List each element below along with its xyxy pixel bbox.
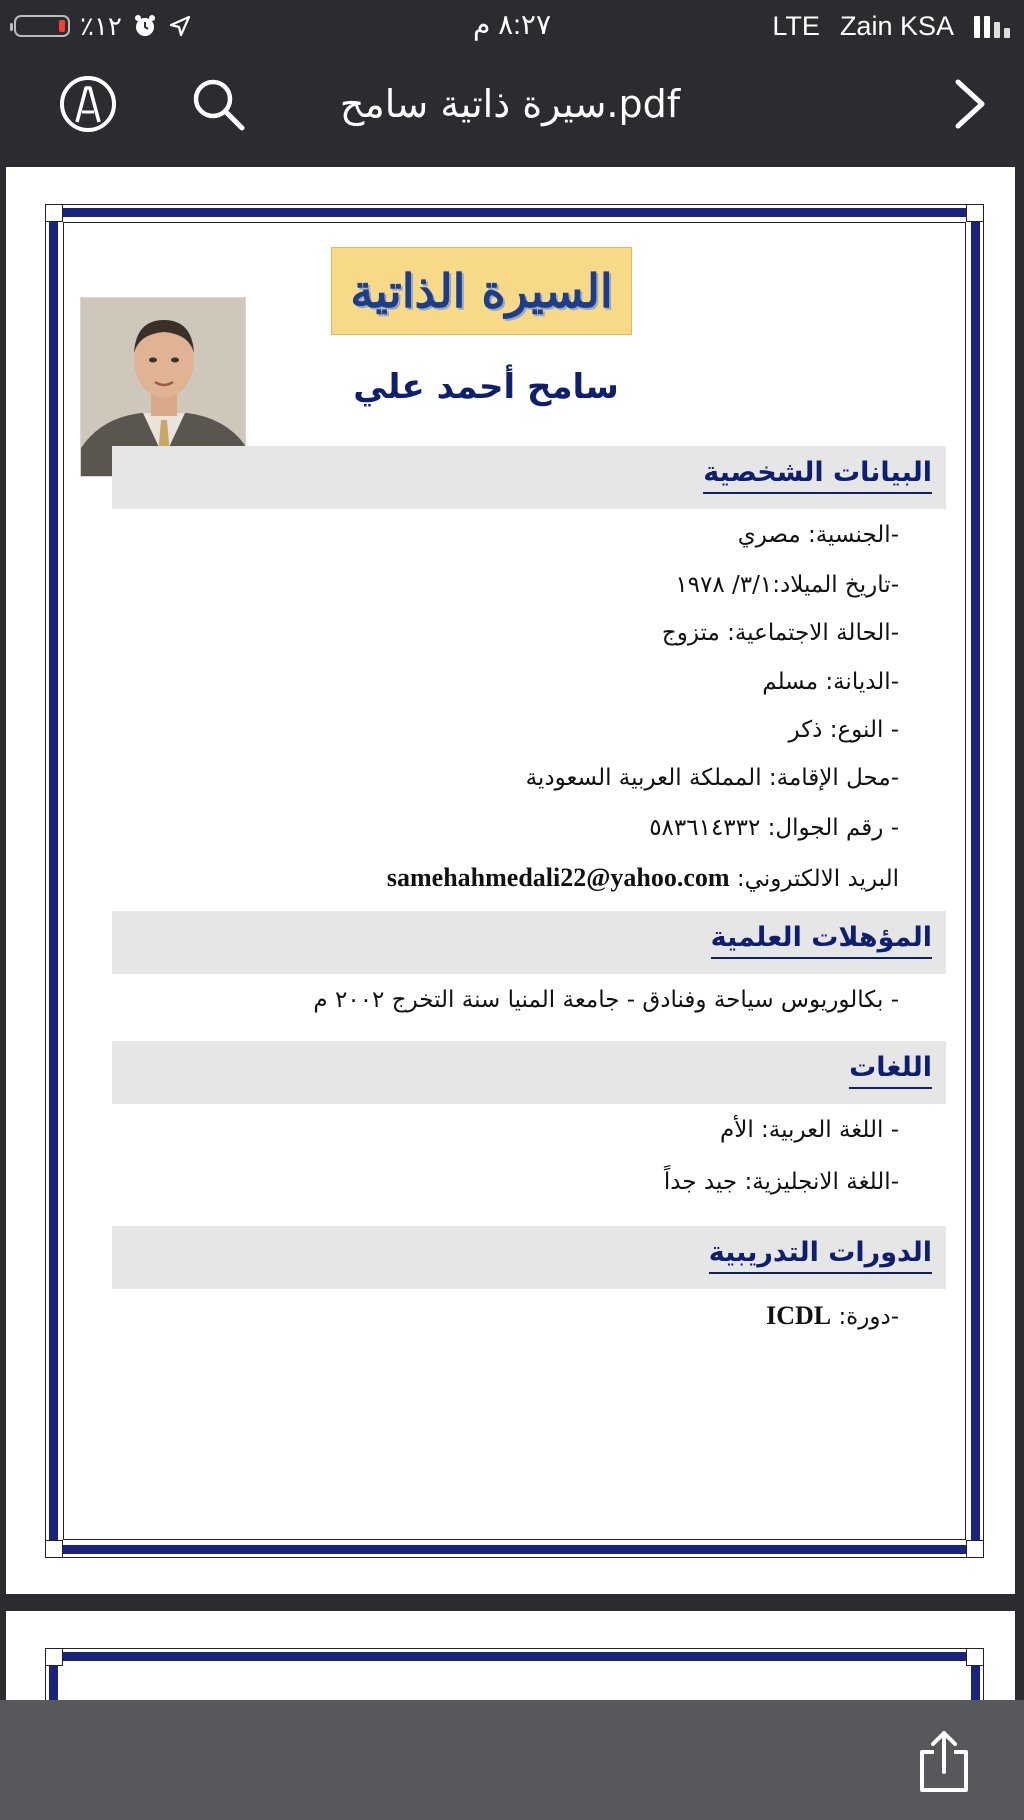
- person-name: سامح أحمد علي: [353, 367, 619, 407]
- religion-line: -الديانة: مسلم: [762, 669, 899, 695]
- border-corner: [966, 1540, 984, 1558]
- markup-icon[interactable]: [58, 74, 118, 134]
- nationality-line: -الجنسية: مصري: [737, 522, 899, 548]
- mobile-line: - رقم الجوال: ٥٨٣٦١٤٣٣٢: [649, 815, 899, 841]
- bottom-toolbar: [0, 1700, 1024, 1820]
- section-heading: الدورات التدريبية: [709, 1236, 932, 1274]
- cv-title: السيرة الذاتية: [350, 264, 613, 318]
- course-label: -دورة:: [838, 1304, 899, 1330]
- border-corner: [966, 204, 984, 222]
- border-corner: [966, 1648, 984, 1666]
- gender-line: - النوع: ذكر: [788, 717, 899, 743]
- border-corner: [45, 204, 63, 222]
- section-heading: اللغات: [849, 1051, 932, 1089]
- nav-bar: [0, 52, 1024, 156]
- battery-percent: ٪١٢: [80, 10, 122, 41]
- status-right: [772, 8, 1010, 44]
- section-heading: المؤهلات العلمية: [711, 921, 932, 959]
- document-title: سيرة ذاتية سامح.pdf: [339, 82, 681, 126]
- email-line: [387, 863, 899, 893]
- chevron-right-icon[interactable]: [940, 74, 1000, 134]
- english-language-line: -اللغة الانجليزية: جيد جداً: [663, 1169, 899, 1195]
- email-label: البريد الالكتروني:: [736, 866, 899, 892]
- carrier-name: Zain KSA: [839, 10, 954, 41]
- section-courses: [112, 1226, 946, 1289]
- border-corner: [45, 1540, 63, 1558]
- section-heading: البيانات الشخصية: [703, 456, 932, 494]
- section-personal: [112, 446, 946, 509]
- degree-line: - بكالوريوس سياحة وفنادق - جامعة المنيا سنة التخرج ٢٠٠٢ م: [313, 987, 899, 1013]
- cv-title-box: [331, 247, 632, 335]
- status-bar: [0, 0, 1024, 52]
- search-icon[interactable]: [188, 74, 248, 134]
- page-border: [49, 1652, 980, 1701]
- status-time: ٨:٢٧ م: [472, 9, 552, 40]
- border-corner: [45, 1648, 63, 1666]
- share-icon[interactable]: [914, 1730, 974, 1794]
- course-line: [766, 1301, 899, 1331]
- pdf-page[interactable]: [6, 167, 1015, 1594]
- signal-icon: [974, 14, 1010, 38]
- arabic-language-line: - اللغة العربية: الأم: [719, 1117, 899, 1143]
- marital-status-line: -الحالة الاجتماعية: متزوج: [661, 620, 899, 646]
- residence-line: -محل الإقامة: المملكة العربية السعودية: [525, 765, 899, 791]
- section-qualifications: [112, 911, 946, 974]
- course-value: ICDL: [766, 1301, 832, 1330]
- section-languages: [112, 1041, 946, 1104]
- network-type: LTE: [772, 10, 820, 41]
- pdf-page-2[interactable]: [6, 1611, 1015, 1701]
- birth-date-line: -تاريخ الميلاد:٣/١/ ١٩٧٨: [675, 572, 899, 598]
- email-value[interactable]: samehahmedali22@yahoo.com: [386, 863, 730, 892]
